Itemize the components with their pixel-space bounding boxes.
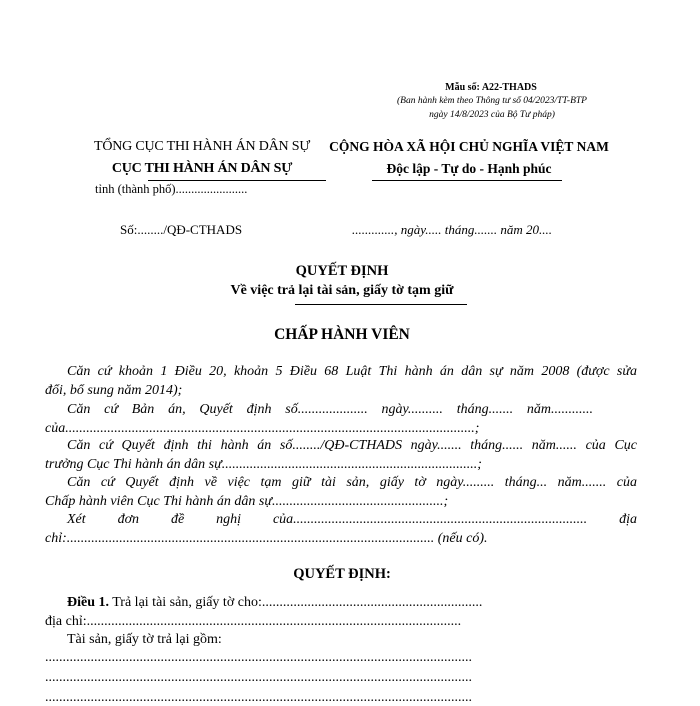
assets-dotted-line-3: .......................................................................................................................... — [45, 690, 472, 705]
assets-dotted-line-1: .......................................................................................................................... — [45, 650, 472, 665]
national-motto: Độc lập - Tự do - Hạnh phúc — [386, 161, 552, 176]
document-date: ............., ngày..... tháng....... năm 20.... — [352, 222, 553, 237]
agency-underline — [148, 180, 326, 181]
article-1-address: địa chỉ:........................................................................................................... — [45, 614, 462, 629]
petition-basis — [45, 510, 637, 548]
article-1 — [67, 593, 482, 612]
legal-basis-4-line1: Căn cứ Quyết định về việc tạm giữ tài sản, giấy tờ ngày......... tháng... năm....... của — [67, 475, 637, 490]
legal-basis-4 — [45, 473, 637, 511]
parent-agency: TỔNG CỤC THI HÀNH ÁN DÂN SỰ — [94, 139, 310, 154]
agency-name: CỤC THI HÀNH ÁN DÂN SỰ — [111, 161, 293, 176]
petition-basis-line2: chỉ:......................................................................................................... (nếu có). — [45, 531, 488, 546]
legal-basis-2-line1: Căn cứ Bản án, Quyết định số.................... ngày.......... tháng....... năm............ — [67, 402, 593, 417]
national-title: CỘNG HÒA XÃ HỘI CHỦ NGHĨA VIỆT NAM — [329, 139, 609, 154]
issuer-title: CHẤP HÀNH VIÊN — [274, 326, 410, 343]
legal-basis-3-line2: trưởng Cục Thi hành án dân sự.........................................................................; — [45, 457, 482, 472]
legal-basis-2-line2: của.....................................................................................................................; — [45, 421, 480, 436]
subtitle-underline — [295, 304, 467, 305]
document-number: Số:......../QĐ-CTHADS — [120, 222, 243, 237]
legal-basis-1-line2: đổi, bổ sung năm 2014); — [45, 383, 183, 398]
form-note-line2: ngày 14/8/2023 của Bộ Tư pháp) — [429, 110, 555, 120]
decision-heading: QUYẾT ĐỊNH: — [293, 566, 391, 582]
motto-underline — [372, 180, 562, 181]
document-title: QUYẾT ĐỊNH — [295, 263, 389, 279]
form-code: Mẫu số: A22-THADS — [445, 82, 537, 93]
legal-basis-3 — [45, 436, 637, 474]
petition-basis-line1: Xét đơn đề nghị của.................................................................................... địa — [67, 512, 637, 527]
legal-basis-4-line2: Chấp hành viên Cục Thi hành án dân sự.................................................; — [45, 494, 449, 509]
legal-basis-1 — [45, 362, 637, 400]
legal-basis-1-line1: Căn cứ khoản 1 Điều 20, khoản 5 Điều 68 Luật Thi hành án dân sự năm 2008 (được sửa — [67, 364, 637, 379]
legal-basis-3-line1: Căn cứ Quyết định thi hành án số......../QĐ-CTHADS ngày....... tháng...... năm...... của Cục — [67, 438, 637, 453]
legal-basis-2 — [45, 400, 637, 438]
assets-dotted-line-2: .......................................................................................................................... — [45, 670, 472, 685]
article-1-label: Điều 1. — [67, 595, 109, 610]
form-note-line1: (Ban hành kèm theo Thông tư số 04/2023/TT-BTP — [397, 96, 587, 106]
agency-place: tỉnh (thành phố)....................... — [95, 182, 248, 196]
article-1-text: Trả lại tài sản, giấy tờ cho:............................................................... — [109, 595, 483, 610]
document-subtitle: Về việc trả lại tài sản, giấy tờ tạm giữ — [230, 283, 454, 298]
assets-label: Tài sản, giấy tờ trả lại gồm: — [67, 632, 222, 647]
